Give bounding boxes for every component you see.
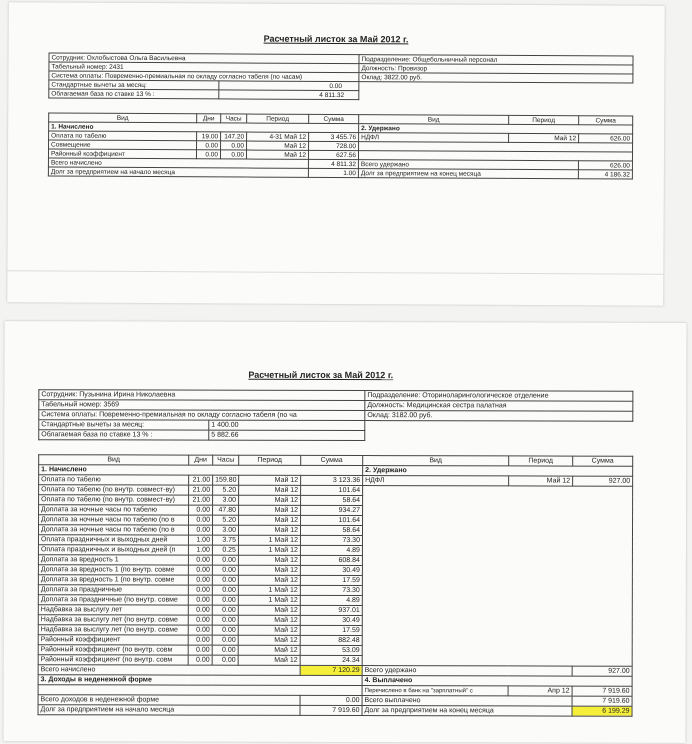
withheld-period: Май 12: [509, 133, 579, 142]
employee-info-table: [48, 52, 633, 101]
row-days: 0.00: [188, 575, 212, 585]
row-sum: 58.64: [300, 525, 362, 535]
department: Подразделение: Общебольничный персонал: [359, 55, 633, 65]
salary: Оклад: 3182.00 руб.: [365, 411, 633, 422]
empty-cell: [362, 486, 632, 667]
section-withheld: 2. Удержано: [363, 466, 633, 477]
std-deductions-value: 0.00: [219, 81, 359, 91]
payments-table: [48, 112, 633, 179]
std-deductions-label: Стандартные вычеты за месяц:: [39, 420, 209, 430]
payslip-sheet-1: [7, 2, 665, 305]
row-hours: 147.20: [221, 132, 247, 141]
col-header-period: Период: [247, 114, 309, 123]
row-name: Совмещение: [49, 140, 197, 150]
empty-cell: [359, 91, 633, 101]
debt-start-label: Долг за предприятием на начало месяца: [48, 167, 308, 177]
col-header-days: Дни: [189, 455, 213, 465]
row-period: 1 Май 12: [238, 535, 300, 545]
salary: Оклад: 3822.00 руб.: [359, 73, 633, 83]
row-name: Оплата праздничных и выходных дней: [38, 535, 188, 545]
row-days: 0.00: [188, 625, 212, 635]
row-sum: 73.30: [300, 585, 362, 595]
tab-number: Табельный номер: 3569: [39, 400, 365, 411]
row-sum: 17.59: [300, 625, 362, 635]
row-name: Оплата по табелю (по внутр. совмест-ву): [39, 485, 189, 495]
row-hours: 0.00: [212, 605, 238, 615]
row-name: Районный коэффициент: [38, 635, 188, 645]
row-sum: 608.84: [300, 555, 362, 565]
row-period: Май 12: [247, 141, 309, 150]
row-days: 0.00: [188, 645, 212, 655]
col-header-type-2: Вид: [359, 115, 509, 125]
row-name: Доплата за ночные часы по табелю (по в: [38, 525, 188, 535]
row-hours: 0.00: [212, 565, 238, 575]
col-header-sum: Сумма: [301, 455, 363, 465]
paper-fold: [7, 270, 663, 274]
pay-system: Система оплаты: Повременно-премиальная по окладу согласно табеля (по ча: [39, 410, 365, 421]
row-days: 19.00: [197, 132, 221, 141]
payslip-title: Расчетный листок за Май 2012 г.: [248, 369, 394, 381]
row-name: Оплата по табелю: [39, 475, 189, 485]
row-name: Доплата за праздничные: [38, 585, 188, 595]
withheld-sum: 927.00: [573, 476, 633, 486]
row-name: Доплата за ночные часы по табелю: [39, 505, 189, 515]
row-hours: 0.00: [212, 615, 238, 625]
col-header-type-2: Вид: [363, 456, 509, 466]
row-period: Май 12: [238, 565, 300, 575]
row-name: Доплата за вредность 1 (по внутр. совме: [38, 575, 188, 585]
row-period: Май 12: [238, 615, 300, 625]
total-nonmonetary-value: 0.00: [300, 695, 362, 705]
row-sum: 30.49: [300, 615, 362, 625]
row-days: 0.00: [188, 655, 212, 665]
empty-cell: [365, 421, 633, 432]
row-sum: 3 455.76: [309, 132, 359, 141]
col-header-period-2: Период: [509, 115, 579, 124]
col-header-days: Дни: [197, 114, 221, 123]
row-sum: 3 123.36: [301, 475, 363, 485]
col-header-sum-2: Сумма: [573, 456, 633, 466]
row-period: 1 Май 12: [238, 585, 300, 595]
row-name: Надбавка за выслугу лет: [38, 605, 188, 615]
row-period: Май 12: [238, 525, 300, 535]
row-sum: 101.64: [301, 485, 363, 495]
row-hours: 0.00: [221, 141, 247, 150]
row-hours: 0.00: [212, 595, 238, 605]
col-header-hours: Часы: [221, 114, 247, 123]
department: Подразделение: Оториноларингологическое отделение: [365, 391, 633, 402]
row-sum: 934.27: [301, 505, 363, 515]
row-hours: 3.00: [213, 495, 239, 505]
row-period: Май 12: [238, 555, 300, 565]
row-days: 1.00: [188, 535, 212, 545]
row-days: 0.00: [197, 141, 221, 150]
row-period: 4-31 Май 12: [247, 132, 309, 141]
row-days: 21.00: [189, 475, 213, 485]
row-hours: 5.20: [213, 515, 239, 525]
row-sum: 73.30: [300, 535, 362, 545]
row-name: Районный коэффициент (по внутр. совм: [38, 655, 188, 665]
row-name: Районный коэффициент (по внутр. совм: [38, 645, 188, 655]
row-period: Май 12: [238, 605, 300, 615]
col-header-sum-2: Сумма: [579, 116, 633, 125]
row-hours: 159.80: [213, 475, 239, 485]
withheld-period: Май 12: [509, 476, 573, 486]
row-period: Май 12: [238, 655, 300, 665]
total-paid-value: 7 919.60: [572, 696, 632, 706]
total-withheld-value: 626.00: [578, 161, 632, 170]
total-paid-label: Всего выплачено: [362, 696, 572, 707]
tab-number: Табельный номер: 2431: [49, 62, 359, 73]
tax-base-value: 5 882.66: [209, 430, 365, 440]
row-days: 0.00: [188, 605, 212, 615]
row-days: 21.00: [189, 485, 213, 495]
row-hours: 0.00: [212, 635, 238, 645]
position: Должность: Провизор: [359, 64, 633, 74]
row-hours: 47.80: [213, 505, 239, 515]
row-period: Май 12: [238, 575, 300, 585]
row-sum: 58.64: [301, 495, 363, 505]
debt-start-value: 1.00: [308, 168, 358, 177]
row-days: 0.00: [188, 555, 212, 565]
col-header-period: Период: [239, 455, 301, 465]
row-period: Май 12: [239, 515, 301, 525]
section-withheld: 2. Удержано: [359, 124, 633, 134]
row-hours: 0.00: [212, 575, 238, 585]
col-header-period-2: Период: [509, 456, 573, 466]
empty-cell: [365, 431, 633, 442]
row-hours: 3.75: [212, 535, 238, 545]
row-days: 0.00: [188, 585, 212, 595]
row-name: Оплата по табелю (по внутр. совмест-ву): [39, 495, 189, 505]
row-days: 0.00: [188, 615, 212, 625]
col-header-type: Вид: [39, 455, 189, 465]
paid-sum: 7 919.60: [572, 686, 632, 696]
debt-end-value: 6 199.29: [572, 706, 632, 716]
debt-start-label: Долг за предприятием на начало месяца: [38, 705, 300, 716]
row-sum: 4.89: [300, 545, 362, 555]
row-period: Май 12: [246, 150, 308, 159]
col-header-sum: Сумма: [309, 114, 359, 123]
row-period: Май 12: [239, 495, 301, 505]
row-hours: 0.00: [212, 585, 238, 595]
paid-name: Перечислено в банк на "зарплатный" с: [362, 686, 508, 696]
row-hours: 0.00: [220, 150, 246, 159]
employee-name: Сотрудник: Пузынина Ирина Николаевна: [39, 390, 365, 401]
row-days: 0.00: [189, 515, 213, 525]
row-period: Май 12: [238, 625, 300, 635]
employee-name: Сотрудник: Охлобыстова Ольга Васильевна: [49, 53, 359, 64]
position: Должность: Медицинская сестра палатная: [365, 401, 633, 412]
pay-system: Система оплаты: Повременно-премиальная по окладу согласно табеля (по часам): [49, 71, 359, 82]
row-days: 0.00: [188, 635, 212, 645]
row-hours: 0.00: [212, 645, 238, 655]
row-sum: 728.00: [309, 141, 359, 150]
total-accrued-label: Всего начислено: [48, 158, 308, 168]
total-withheld-label: Всего удержано: [358, 160, 578, 170]
row-days: 0.00: [189, 505, 213, 515]
debt-end-label: Долг за предприятием на конец месяца: [358, 169, 578, 179]
total-accrued-value: 4 811.32: [308, 159, 358, 168]
row-hours: 3.00: [212, 525, 238, 535]
debt-end-value: 4 186.32: [578, 170, 632, 179]
withheld-name: НДФЛ: [363, 476, 509, 486]
payments-table: [38, 454, 634, 717]
withheld-name: НДФЛ: [359, 133, 509, 143]
row-sum: 101.64: [301, 515, 363, 525]
row-days: 1.00: [188, 545, 212, 555]
row-period: Май 12: [239, 505, 301, 515]
row-name: Оплата по табелю: [49, 131, 197, 141]
row-name: Доплата за вредность 1 (по внутр. совме: [38, 565, 188, 575]
row-period: Май 12: [239, 475, 301, 485]
section-accrued: 1. Начислено: [39, 465, 363, 476]
payslip-sheet-2: [3, 321, 686, 743]
row-sum: 17.59: [300, 575, 362, 585]
debt-start-value: 7 919.60: [300, 705, 362, 715]
row-hours: 5.20: [213, 485, 239, 495]
row-name: Надбавка за выслугу лет (по внутр. совме: [38, 615, 188, 625]
row-sum: 627.56: [308, 150, 358, 159]
row-period: Май 12: [239, 485, 301, 495]
row-period: Май 12: [238, 635, 300, 645]
total-withheld-label: Всего удержано: [362, 666, 572, 677]
std-deductions-value: 1 400.00: [209, 420, 365, 430]
row-hours: 0.00: [212, 625, 238, 635]
row-name: Доплата за ночные часы по табелю (по в: [39, 515, 189, 525]
row-sum: 882.48: [300, 635, 362, 645]
row-days: 0.00: [196, 150, 220, 159]
tax-base-value: 4 811.32: [219, 90, 359, 100]
withheld-sum: 626.00: [579, 134, 633, 143]
col-header-type: Вид: [49, 113, 197, 123]
row-days: 0.00: [188, 565, 212, 575]
row-sum: 24.34: [300, 655, 362, 665]
debt-end-label: Долг за предприятием на конец месяца: [362, 706, 572, 717]
total-accrued-value: 7 120.29: [300, 665, 362, 675]
section-nonmonetary: 3. Доходы в неденежной форме: [38, 675, 362, 686]
payslip-title: Расчетный листок за Май 2012 г.: [263, 33, 409, 45]
row-sum: 30.49: [300, 565, 362, 575]
row-sum: 4.89: [300, 595, 362, 605]
paid-period: Апр 12: [508, 686, 572, 696]
row-days: 21.00: [189, 495, 213, 505]
total-nonmonetary-label: Всего доходов в неденежной форме: [38, 695, 300, 706]
total-accrued-label: Всего начислено: [38, 665, 300, 676]
total-withheld-value: 927.00: [572, 666, 632, 676]
row-period: Май 12: [238, 645, 300, 655]
tax-base-label: Облагаемая база по ставке 13 % :: [49, 89, 219, 99]
std-deductions-label: Стандартные вычеты за месяц:: [49, 80, 219, 90]
row-name: Оплата праздничных и выходных дней (п: [38, 545, 188, 555]
row-days: 0.00: [188, 595, 212, 605]
row-name: Доплата за праздничные (по внутр. совме: [38, 595, 188, 605]
row-period: 1 Май 12: [238, 595, 300, 605]
row-days: 0.00: [188, 525, 212, 535]
row-name: Надбавка за выслугу лет (по внутр. совме: [38, 625, 188, 635]
col-header-hours: Часы: [213, 455, 239, 465]
section-paid: 4. Выплачено: [362, 676, 632, 687]
row-hours: 0.00: [212, 655, 238, 665]
row-hours: 0.25: [212, 545, 238, 555]
row-period: 1 Май 12: [238, 545, 300, 555]
row-sum: 937.01: [300, 605, 362, 615]
row-sum: 53.09: [300, 645, 362, 655]
section-accrued: 1. Начислено: [49, 122, 359, 133]
row-name: Районный коэффициент: [48, 149, 196, 159]
row-hours: 0.00: [212, 555, 238, 565]
row-name: Доплата за вредность 1: [38, 555, 188, 565]
employee-info-table: [38, 389, 633, 442]
tax-base-label: Облагаемая база по ставке 13 % :: [39, 430, 209, 440]
